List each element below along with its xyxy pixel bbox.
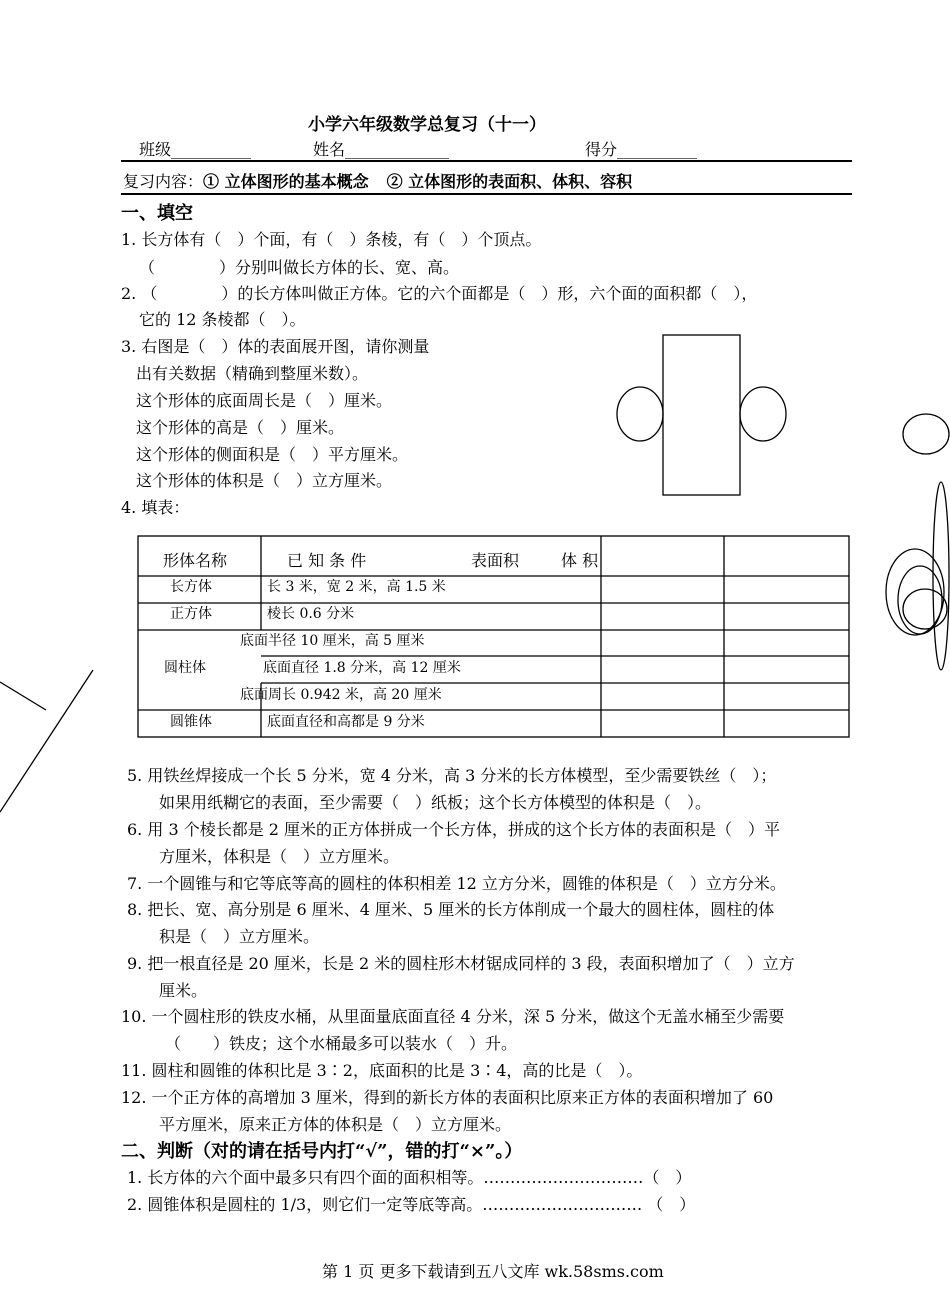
table-row-cylinder-condition-1: 底面半径 10 厘米，高 5 厘米 xyxy=(240,633,425,649)
page-title: 小学六年级数学总复习（十一） xyxy=(308,115,546,135)
q6-line-b: 方厘米，体积是（ ）立方厘米。 xyxy=(159,847,400,866)
q9-line-a: 9. 把一根直径是 20 厘米，长是 2 米的圆柱形木材锯成同样的 3 段，表面积增加了（ ）立方 xyxy=(127,954,795,973)
table-row-cylinder-condition-2: 底面直径 1.8 分米，高 12 厘米 xyxy=(263,660,461,676)
q12-line-b: 平方厘米，原来正方体的体积是（ ）立方厘米。 xyxy=(159,1115,512,1134)
review-label: 复习内容： xyxy=(123,172,204,191)
table-row-cube-name: 正方体 xyxy=(170,606,212,622)
score-blank: __________ xyxy=(617,140,698,159)
class-label: 班级 xyxy=(139,140,172,159)
table-row-cube-condition: 棱长 0.6 分米 xyxy=(267,606,355,622)
judge-item-1: 1. 长方体的六个面中最多只有四个面的面积相等。…………………………（ ） xyxy=(127,1168,692,1187)
q3-line-f: 这个形体的体积是（ ）立方厘米。 xyxy=(136,471,393,490)
table-row-cone-condition: 底面直径和高都是 9 分米 xyxy=(267,714,425,730)
stray-line-short xyxy=(0,682,46,710)
q1-line-b: （ ）分别叫做长方体的长、宽、高。 xyxy=(139,258,460,277)
cylinder-net-rectangle xyxy=(663,335,740,495)
table-row-cone-name: 圆锥体 xyxy=(170,714,212,730)
table-header-condition: 已 知 条 件 xyxy=(287,551,367,570)
class-blank: ______ xyxy=(171,140,220,159)
review-item-1: ① 立体图形的基本概念 xyxy=(203,172,369,191)
class-blank-underline: ____ xyxy=(219,140,252,159)
q3-line-a: 3. 右图是（ ）体的表面展开图，请你测量 xyxy=(121,337,430,356)
q4-label: 4. 填表： xyxy=(121,498,190,517)
stray-ellipse-large xyxy=(886,549,944,635)
table-header-surface-area: 表面积 xyxy=(471,551,520,570)
table-row-cylinder-condition-3: 底面周长 0.942 米，高 20 厘米 xyxy=(240,687,442,703)
page-footer: 第 1 页 更多下载请到五八文库 wk.58sms.com xyxy=(322,1262,664,1281)
name-blank-underline: __ xyxy=(433,140,450,159)
q10-line-a: 10. 一个圆柱形的铁皮水桶，从里面量底面直径 4 分米，深 5 分米，做这个无盖水桶至少需要 xyxy=(121,1007,785,1026)
table-row-cylinder-name: 圆柱体 xyxy=(164,660,206,676)
table-row-cuboid-condition: 长 3 米，宽 2 米，高 1.5 米 xyxy=(267,579,446,595)
q8-line-b: 积是（ ）立方厘米。 xyxy=(159,927,320,946)
table-header-volume: 体 积 xyxy=(561,551,599,570)
q12-line-a: 12. 一个正方体的高增加 3 厘米，得到的新长方体的表面积比原来正方体的表面积增加了 60 xyxy=(121,1088,774,1107)
q11-line: 11. 圆柱和圆锥的体积比是 3∶2，底面积的比是 3∶4，高的比是（ ）。 xyxy=(121,1061,643,1080)
review-item-2: ② 立体图形的表面积、体积、容积 xyxy=(386,172,633,191)
stray-ellipse-small xyxy=(903,589,947,629)
cylinder-net-right-circle xyxy=(740,387,786,441)
q2-line-a: 2. （ ）的长方体叫做正方体。它的六个面都是（ ）形，六个面的面积都（ ）， xyxy=(121,284,758,303)
q3-line-b: 出有关数据（精确到整厘米数）。 xyxy=(136,364,369,383)
q9-line-b: 厘米。 xyxy=(159,981,208,1000)
table-row-cuboid-name: 长方体 xyxy=(170,579,212,595)
stray-ellipse-top xyxy=(903,414,949,454)
section2-heading: 二、判断（对的请在括号内打“√”，错的打“×”。） xyxy=(121,1141,523,1162)
q3-line-d: 这个形体的高是（ ）厘米。 xyxy=(136,418,345,437)
q7-line: 7. 一个圆锥与和它等底等高的圆柱的体积相差 12 立方分米，圆锥的体积是（ ）立方分米。 xyxy=(127,874,786,893)
q6-line-a: 6. 用 3 个棱长都是 2 厘米的正方体拼成一个长方体，拼成的这个长方体的表面积是（ ）平 xyxy=(127,820,781,839)
cylinder-net-left-circle xyxy=(617,387,663,441)
judge-item-2: 2. 圆锥体积是圆柱的 1/3，则它们一定等底等高。………………………… （ ） xyxy=(127,1195,696,1214)
q2-line-b: 它的 12 条棱都（ ）。 xyxy=(139,310,306,329)
q3-line-c: 这个形体的底面周长是（ ）厘米。 xyxy=(136,391,393,410)
section1-heading: 一、填空 xyxy=(121,203,193,224)
name-label: 姓名 xyxy=(313,140,346,159)
q8-line-a: 8. 把长、宽、高分别是 6 厘米、4 厘米、5 厘米的长方体削成一个最大的圆柱体，圆柱的体 xyxy=(127,900,775,919)
table-header-name: 形体名称 xyxy=(163,551,228,570)
stray-line-long xyxy=(0,670,93,812)
q10-line-b: （ ）铁皮；这个水桶最多可以装水（ ）升。 xyxy=(165,1034,518,1053)
q1-line-a: 1. 长方体有（ ）个面，有（ ）条棱，有（ ）个顶点。 xyxy=(121,230,542,249)
name-blank: ___________ xyxy=(345,140,434,159)
score-label: 得分 xyxy=(585,140,618,159)
q5-line-a: 5. 用铁丝焊接成一个长 5 分米，宽 4 分米，高 3 分米的长方体模型，至少需要铁丝（ ）； xyxy=(127,766,777,785)
q3-line-e: 这个形体的侧面积是（ ）平方厘米。 xyxy=(136,445,409,464)
q5-line-b: 如果用纸糊它的表面，至少需要（ ）纸板；这个长方体模型的体积是（ ）。 xyxy=(159,793,712,812)
